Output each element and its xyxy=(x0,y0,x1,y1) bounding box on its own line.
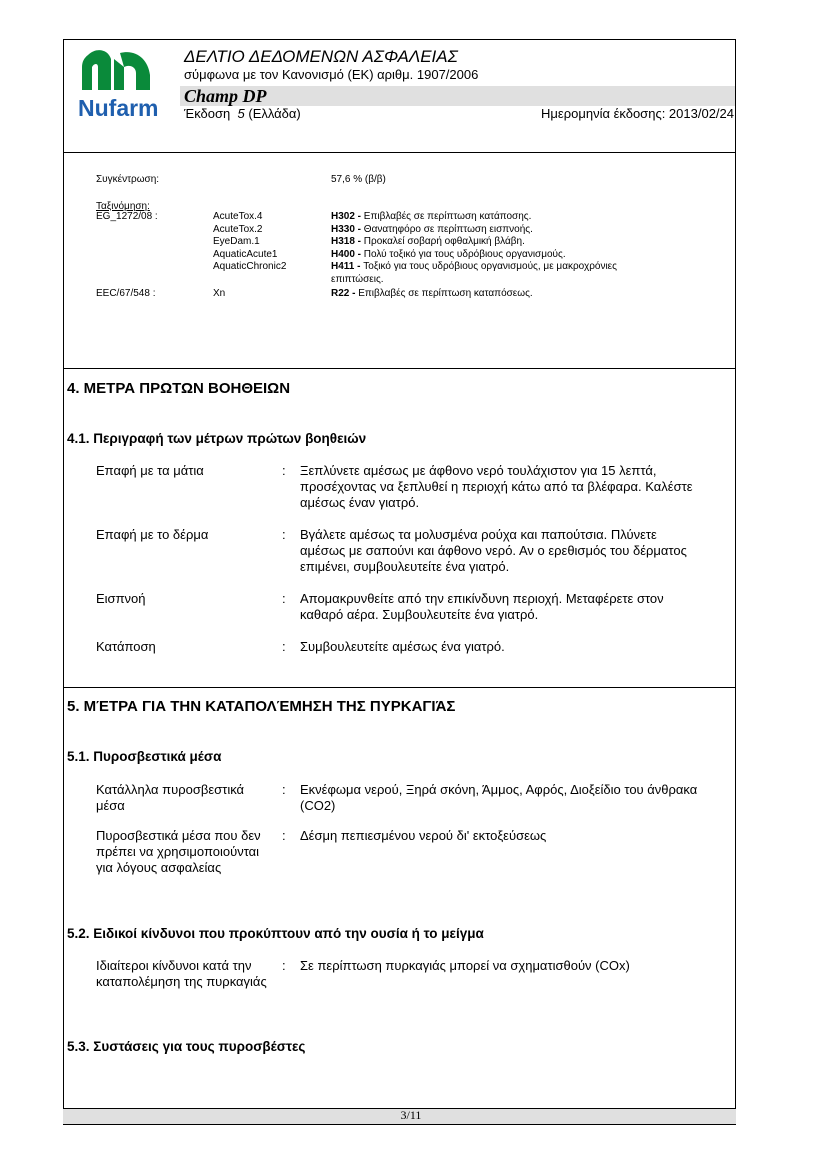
concentration-label: Συγκέντρωση: xyxy=(96,174,160,185)
classification-category: EyeDam.1 xyxy=(213,236,260,247)
special-hazards-label: Ιδιαίτεροι κίνδυνοι κατά την καταπολέμηση της πυρκαγιάς xyxy=(96,958,267,989)
skin-contact-value: Βγάλετε αμέσως τα μολυσμένα ρούχα και παπούτσια. Πλύνετε αμέσως με σαπούνι και άφθονο νερό. Αν ο ερεθισμός του δέρματος επιμένει, συμβουλευτείτε ένα γιατρό. xyxy=(300,527,687,574)
colon: : xyxy=(282,527,286,542)
regulation-text: σύμφωνα με τον Κανονισμό (ΕΚ) αριθμ. 1907/2006 xyxy=(184,67,479,82)
hazard-statement xyxy=(331,249,566,260)
classification-regulation: EG_1272/08 : xyxy=(96,211,158,222)
hazard-statement xyxy=(331,288,533,299)
hazard-text: Πολύ τοξικό για τους υδρόβιους οργανισμούς. xyxy=(363,249,566,260)
edition-number: 5 xyxy=(237,106,245,121)
suitable-media-value: Εκνέφωμα νερού, Ξηρά σκόνη, Άμμος, Αφρός, Διοξείδιο του άνθρακα (CO2) xyxy=(300,782,698,813)
ingestion-value: Συμβουλευτείτε αμέσως ένα γιατρό. xyxy=(300,639,505,654)
header-divider xyxy=(64,152,735,153)
hazard-statement xyxy=(331,211,531,222)
classification-category: Xn xyxy=(213,288,226,299)
edition xyxy=(184,106,301,121)
divider xyxy=(64,368,735,369)
eye-contact-label: Επαφή με τα μάτια xyxy=(96,463,204,478)
section-5-3-title: 5.3. Συστάσεις για τους πυροσβέστες xyxy=(67,1039,306,1054)
hazard-statement xyxy=(331,224,533,235)
classification-category: AquaticChronic2 xyxy=(213,261,287,272)
section-5-1-title: 5.1. Πυροσβεστικά μέσα xyxy=(67,749,222,764)
colon: : xyxy=(282,463,286,478)
hazard-text: Επιβλαβές σε περίπτωση καταπόσεως. xyxy=(358,288,533,299)
hazard-code: H330 - xyxy=(331,224,362,235)
special-hazards-value: Σε περίπτωση πυρκαγιάς μπορεί να σχηματισθούν (COx) xyxy=(300,958,630,973)
issue-date: Ημερομηνία έκδοσης: 2013/02/24 xyxy=(541,106,734,121)
classification-category: AcuteTox.2 xyxy=(213,224,263,235)
colon: : xyxy=(282,591,286,606)
section-5-title: 5. ΜΈΤΡΑ ΓΙΑ ΤΗΝ ΚΑΤΑΠΟΛΈΜΗΣΗ ΤΗΣ ΠΥΡΚΑΓΙΆΣ xyxy=(67,698,456,715)
nufarm-logo xyxy=(78,45,170,120)
document-title: ΔΕΛΤΙΟ ΔΕΔΟΜΕΝΩΝ ΑΣΦΑΛΕΙΑΣ xyxy=(184,47,458,66)
divider xyxy=(64,687,735,688)
hazard-code: H411 - xyxy=(331,261,361,272)
hazard-code: H318 - xyxy=(331,236,362,247)
hazard-text: Προκαλεί σοβαρή οφθαλμική βλάβη. xyxy=(363,236,525,247)
inhalation-label: Εισπνοή xyxy=(96,591,146,606)
hazard-code: H302 - xyxy=(331,211,362,222)
inhalation-value: Απομακρυνθείτε από την επικίνδυνη περιοχή. Μεταφέρετε στον καθαρό αέρα. Συμβουλευτείτε ένα γιατρό. xyxy=(300,591,664,622)
hazard-text: Επιβλαβές σε περίπτωση κατάποσης. xyxy=(363,211,532,222)
page-number: 3/11 xyxy=(400,1108,422,1122)
section-4-title: 4. ΜΕΤΡΑ ΠΡΩΤΩΝ ΒΟΗΘΕΙΩΝ xyxy=(67,380,291,397)
unsuitable-media-value: Δέσμη πεπιεσμένου νερού δι' εκτοξεύσεως xyxy=(300,828,547,843)
hazard-statement xyxy=(331,274,384,285)
edition-label: Έκδοση xyxy=(184,106,231,121)
suitable-media-label: Κατάλληλα πυροσβεστικά μέσα xyxy=(96,782,245,813)
edition-country: (Ελλάδα) xyxy=(248,106,301,121)
section-5-2-title: 5.2. Ειδικοί κίνδυνοι που προκύπτουν από την ουσία ή το μείγμα xyxy=(67,926,484,941)
hazard-text: Τοξικό για τους υδρόβιους οργανισμούς, με μακροχρόνιες xyxy=(363,261,617,272)
product-name: Champ DP xyxy=(184,86,267,106)
classification-regulation: EEC/67/548 : xyxy=(96,288,156,299)
eye-contact-value: Ξεπλύνετε αμέσως με άφθονο νερό τουλάχιστον για 15 λεπτά, προσέχοντας να ξεπλυθεί η περιοχή κάτω από τα βλέφαρα. Καλέστε αμέσως έναν γιατρό. xyxy=(300,463,693,510)
colon: : xyxy=(282,782,286,797)
colon: : xyxy=(282,639,286,654)
unsuitable-media-label: Πυροσβεστικά μέσα που δεν πρέπει να χρησιμοποιούνται για λόγους ασφαλείας xyxy=(96,828,261,875)
logo-text: Nufarm xyxy=(78,95,159,120)
hazard-code: H400 - xyxy=(331,249,362,260)
classification-label: Ταξινόμηση: xyxy=(96,201,150,212)
hazard-text: Θανατηφόρο σε περίπτωση εισπνοής. xyxy=(363,224,533,235)
colon: : xyxy=(282,828,286,843)
colon: : xyxy=(282,958,286,973)
skin-contact-label: Επαφή με το δέρμα xyxy=(96,527,209,542)
hazard-statement xyxy=(331,236,525,247)
hazard-text: επιπτώσεις. xyxy=(331,274,384,285)
hazard-code: R22 - xyxy=(331,288,356,299)
ingestion-label: Κατάποση xyxy=(96,639,156,654)
concentration-value: 57,6 % (β/β) xyxy=(331,174,386,185)
hazard-statement xyxy=(331,261,617,272)
section-4-1-title: 4.1. Περιγραφή των μέτρων πρώτων βοηθειών xyxy=(67,431,367,446)
classification-category: AquaticAcute1 xyxy=(213,249,278,260)
classification-category: AcuteTox.4 xyxy=(213,211,263,222)
